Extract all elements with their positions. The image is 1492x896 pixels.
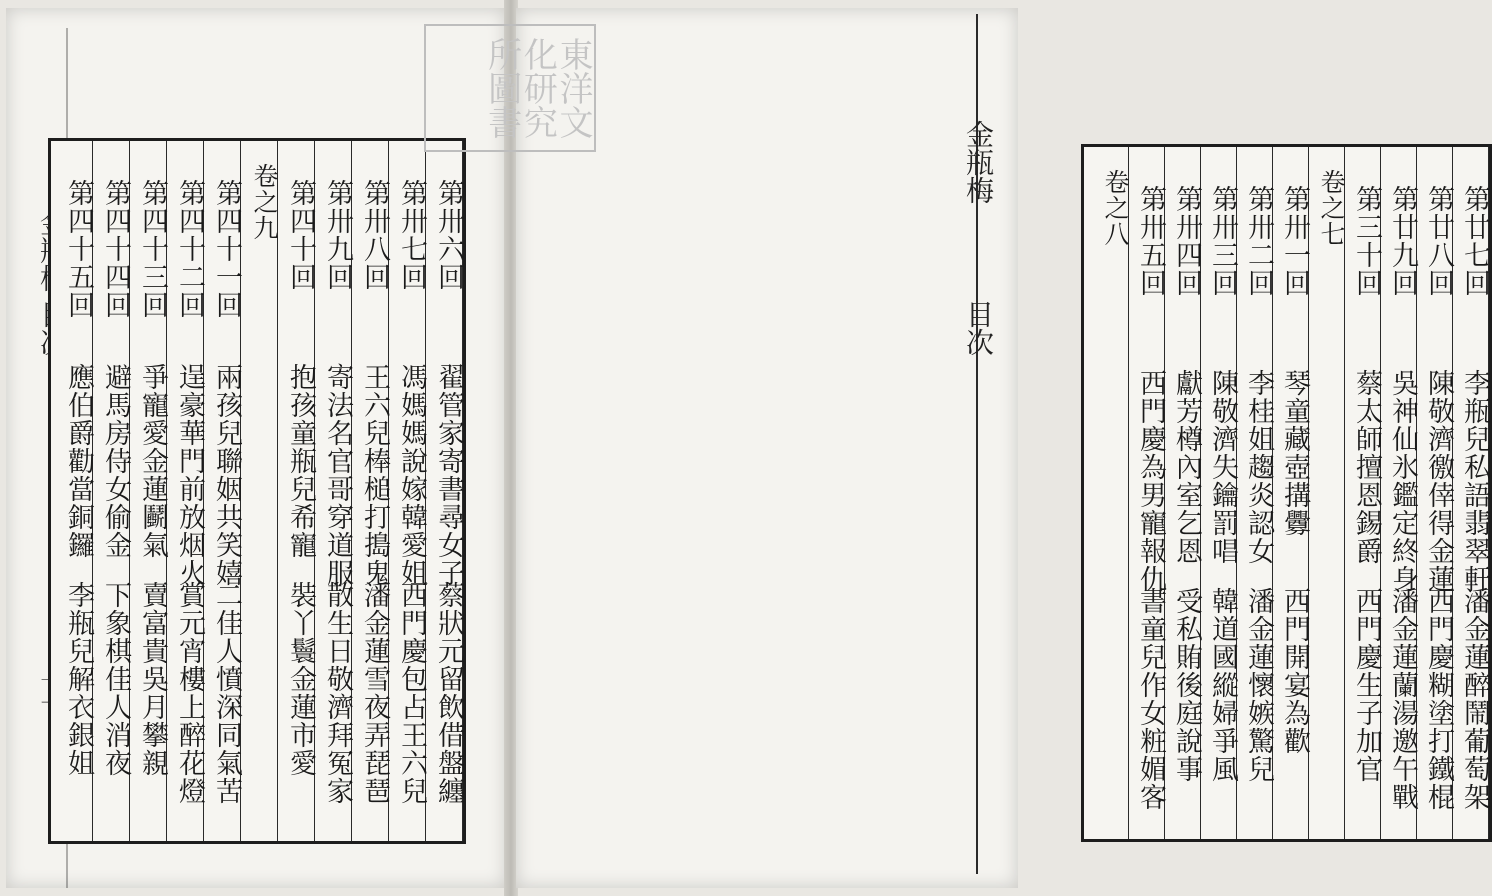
chapter-entry: [389, 141, 426, 841]
chapter-entry: [1129, 147, 1165, 839]
chapter-title-second-line: 西門慶糊塗打鐵棍: [1423, 587, 1454, 811]
chapter-title-first-line: 寄法名官哥穿道服: [322, 363, 353, 587]
chapter-entry: [426, 141, 463, 841]
chapter-number: 第卅七回: [396, 179, 427, 291]
chapter-number: 第卅一回: [1279, 185, 1310, 297]
chapter-entry: [1453, 147, 1489, 839]
volume-heading: 卷之八: [1093, 147, 1129, 839]
volume-heading: 卷之九: [241, 141, 278, 841]
chapter-entry: [352, 141, 389, 841]
left-contents-frame: [48, 138, 466, 844]
chapter-title-first-line: 爭寵愛金蓮鬬氣: [137, 363, 168, 559]
chapter-title-second-line: 韓道國縱婦爭風: [1207, 587, 1238, 783]
chapter-title-first-line: 陳敬濟失鑰罰唱: [1207, 369, 1238, 565]
chapter-entry: [1237, 147, 1273, 839]
chapter-number: 第廿八回: [1423, 185, 1454, 297]
chapter-title-second-line: 二佳人憤深同氣苦: [211, 581, 242, 805]
chapter-title-second-line: 西門開宴為歡: [1279, 587, 1310, 755]
chapter-title-second-line: 潘金蓮蘭湯邀午戰: [1387, 587, 1418, 811]
chapter-title-second-line: 書童兒作女粧媚客: [1135, 587, 1166, 811]
chapter-number: 第卅三回: [1207, 185, 1238, 297]
chapter-title-first-line: 西門慶為男寵報仇: [1135, 369, 1166, 593]
chapter-title-first-line: 翟管家寄書尋女子: [433, 363, 464, 587]
chapter-number: 第卅八回: [359, 179, 390, 291]
chapter-title-first-line: 抱孩童瓶兒希寵: [285, 363, 316, 559]
chapter-number: 第四十一回: [211, 179, 242, 319]
chapter-title-first-line: 李桂姐趨炎認女: [1243, 369, 1274, 565]
chapter-title-first-line: 琴童藏壺搆釁: [1279, 369, 1310, 537]
chapter-entry: [1345, 147, 1381, 839]
chapter-title-first-line: 兩孩兒聯姻共笑嬉: [211, 363, 242, 587]
chapter-title-second-line: 李瓶兒解衣銀姐: [63, 581, 94, 777]
chapter-entry: [167, 141, 204, 841]
chapter-entry: [278, 141, 315, 841]
chapter-title-second-line: 西門慶生子加官: [1351, 587, 1382, 783]
chapter-title-first-line: 蔡太師擅恩錫爵: [1351, 369, 1382, 565]
chapter-title-second-line: 下象棋佳人消夜: [100, 581, 131, 777]
chapter-title-first-line: 吳神仙氷鑑定終身: [1387, 369, 1418, 593]
chapter-entry: [130, 141, 167, 841]
chapter-number: 第三十回: [1351, 185, 1382, 297]
chapter-number: 第卅四回: [1171, 185, 1202, 297]
chapter-title-second-line: 賞元宵樓上醉花燈: [174, 581, 205, 805]
chapter-entry: [56, 141, 93, 841]
chapter-entry: [1165, 147, 1201, 839]
library-seal-stamp: 東洋文化研究所圖書: [424, 24, 596, 152]
chapter-number: 第卅九回: [322, 179, 353, 291]
right-contents-frame: [1081, 144, 1492, 842]
chapter-entry: [204, 141, 241, 841]
chapter-title-second-line: 散生日敬濟拜冤家: [322, 581, 353, 805]
chapter-title-second-line: 潘金蓮雪夜弄琵琶: [359, 581, 390, 805]
chapter-number: 第四十三回: [137, 179, 168, 319]
chapter-entry: [1201, 147, 1237, 839]
right-margin-title: 金瓶梅: [962, 120, 995, 204]
right-margin-section: 目次: [962, 300, 995, 356]
chapter-title-first-line: 李瓶兒私語翡翠軒: [1459, 369, 1490, 593]
chapter-number: 第卅二回: [1243, 185, 1274, 297]
chapter-entry: [1381, 147, 1417, 839]
chapter-title-second-line: 裝丫鬟金蓮市愛: [285, 581, 316, 777]
chapter-number: 第卅六回: [433, 179, 464, 291]
chapter-title-first-line: 陳敬濟徼倖得金蓮: [1423, 369, 1454, 593]
chapter-number: 第廿九回: [1387, 185, 1418, 297]
chapter-title-first-line: 應伯爵勸當銅鑼: [63, 363, 94, 559]
chapter-entry: [315, 141, 352, 841]
chapter-number: 第四十四回: [100, 179, 131, 319]
chapter-title-first-line: 馮媽媽說嫁韓愛姐: [396, 363, 427, 587]
chapter-title-second-line: 賣富貴吳月攀親: [137, 581, 168, 777]
chapter-title-second-line: 西門慶包占王六兒: [396, 581, 427, 805]
chapter-entry: [1417, 147, 1453, 839]
chapter-title-second-line: 蔡狀元留飲借盤纏: [433, 581, 464, 805]
chapter-title-first-line: 王六兒棒槌打搗鬼: [359, 363, 390, 587]
chapter-title-first-line: 獻芳樽內室乞恩: [1171, 369, 1202, 565]
chapter-title-second-line: 潘金蓮醉鬧葡萄架: [1459, 587, 1490, 811]
chapter-entry: [93, 141, 130, 841]
chapter-title-second-line: 潘金蓮懷嫉驚兒: [1243, 587, 1274, 783]
chapter-number: 第廿七回: [1459, 185, 1490, 297]
chapter-number: 第四十二回: [174, 179, 205, 319]
chapter-number: 第卅五回: [1135, 185, 1166, 297]
chapter-number: 第四十五回: [63, 179, 94, 319]
chapter-title-first-line: 避馬房侍女偷金: [100, 363, 131, 559]
volume-heading: 卷之七: [1309, 147, 1345, 839]
chapter-number: 第四十回: [285, 179, 316, 291]
chapter-entry: [1273, 147, 1309, 839]
chapter-title-second-line: 受私賄後庭說事: [1171, 587, 1202, 783]
chapter-title-first-line: 逞豪華門前放烟火: [174, 363, 205, 587]
